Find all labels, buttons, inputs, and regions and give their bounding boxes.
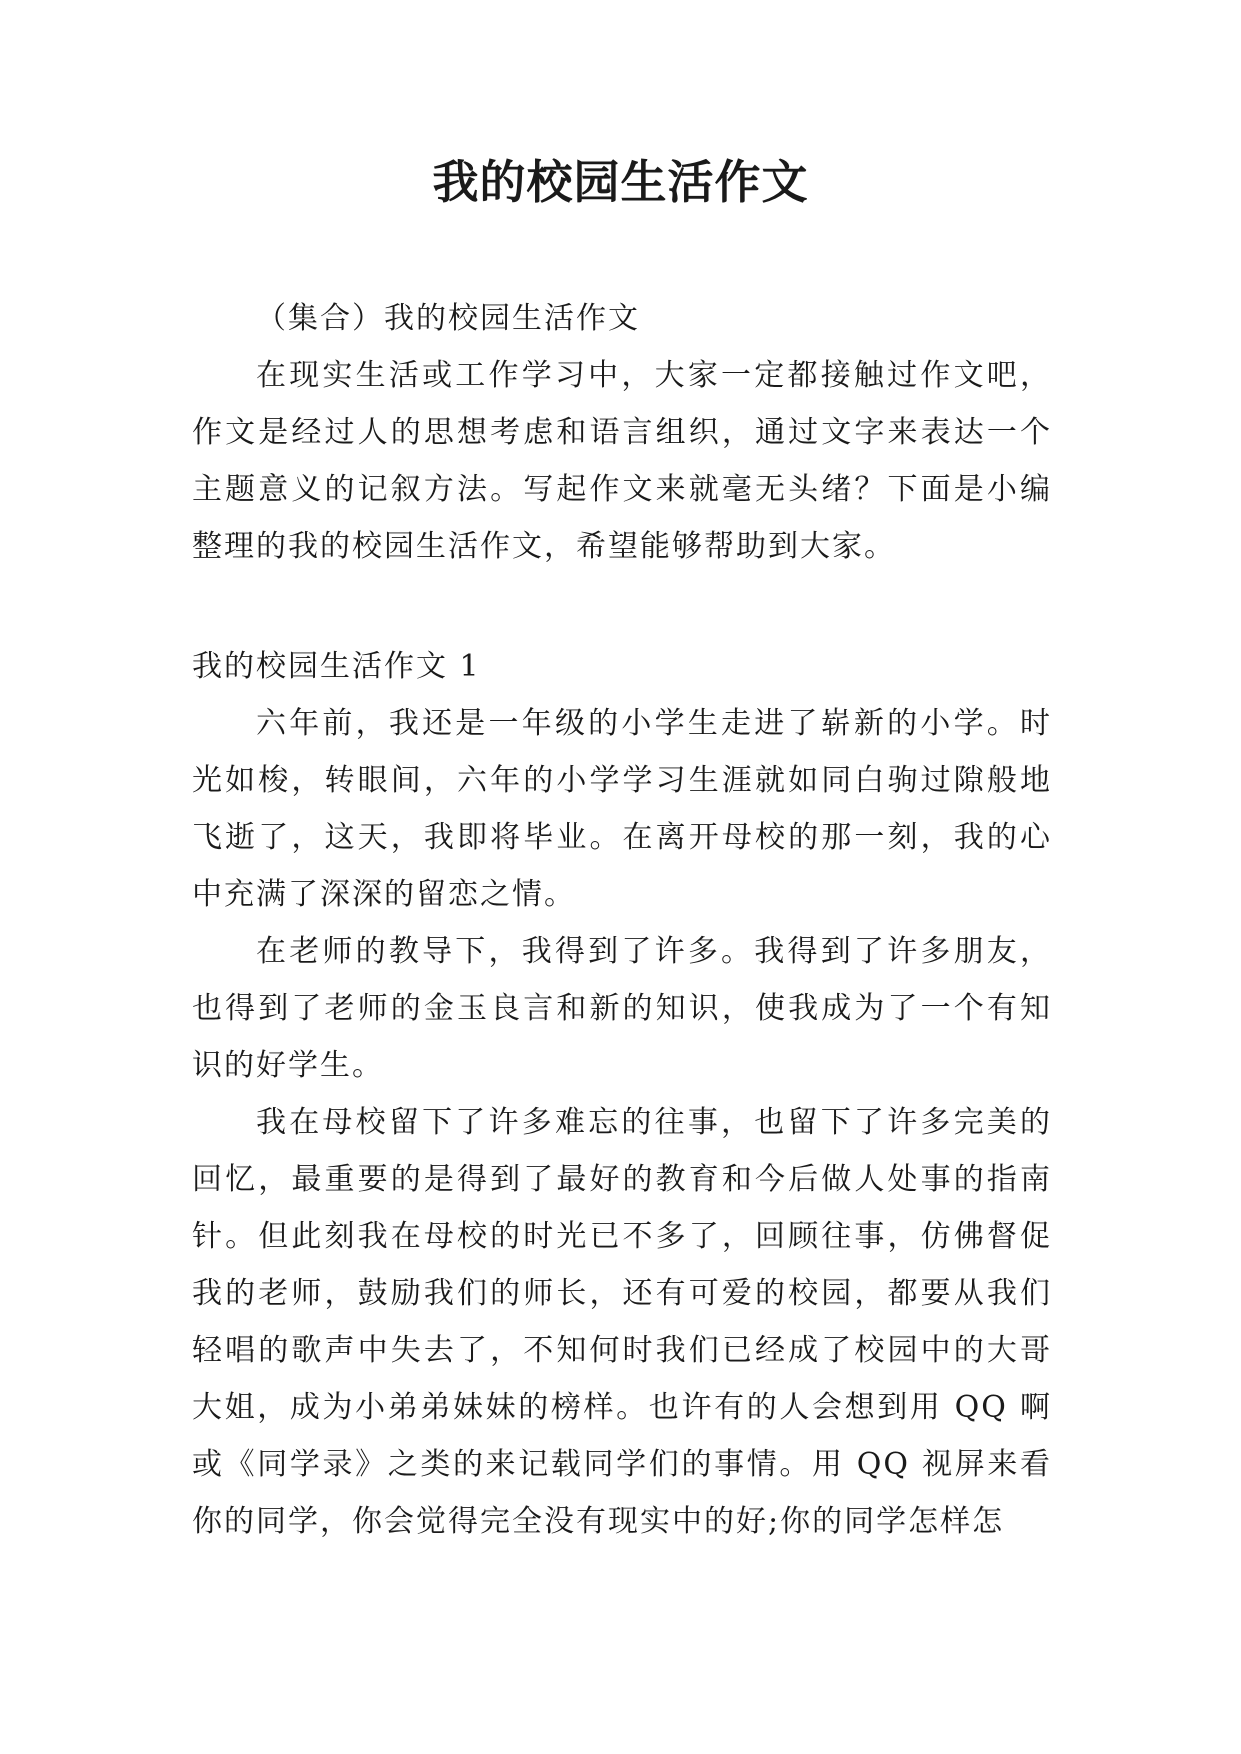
intro-paragraph: 在现实生活或工作学习中，大家一定都接触过作文吧，作文是经过人的思想考虑和语言组织，通过文字来表达一个主题意义的记叙方法。写起作文来就毫无头绪？下面是小编整理的我的校园生活作文，希望能够帮助到大家。 [192, 358, 1052, 564]
paragraph: 我在母校留下了许多难忘的往事，也留下了许多完美的回忆，最重要的是得到了最好的教育和今后做人处事的指南针。但此刻我在母校的时光已不多了，回顾往事，仿佛督促我的老师，鼓励我们的师长，还有可爱的校园，都要从我们轻唱的歌声中失去了，不知何时我们已经成了校园中的大哥大姐，成为小弟弟妹妹的榜样。也许有的人会想到用 QQ 啊或《同学录》之类的来记载同学们的事情。用 QQ 视屏来看你的同学，你会觉得完全没有现实中的好;你的同学怎样怎 [192, 1105, 1052, 1539]
intro-line: （集合）我的校园生活作文 [256, 301, 640, 336]
document-title: 我的校园生活作文 [432, 155, 809, 209]
paragraph: 六年前，我还是一年级的小学生走进了崭新的小学。时光如梭，转眼间，六年的小学学习生涯就如同白驹过隙般地飞逝了，这天，我即将毕业。在离开母校的那一刻，我的心中充满了深深的留恋之情。 [192, 706, 1052, 912]
paragraph: 在老师的教导下，我得到了许多。我得到了许多朋友，也得到了老师的金玉良言和新的知识，使我成为了一个有知识的好学生。 [192, 934, 1052, 1083]
section-heading: 我的校园生活作文 1 [192, 649, 481, 684]
intro-block [192, 290, 1052, 575]
essay-section-1 [192, 638, 1052, 1550]
